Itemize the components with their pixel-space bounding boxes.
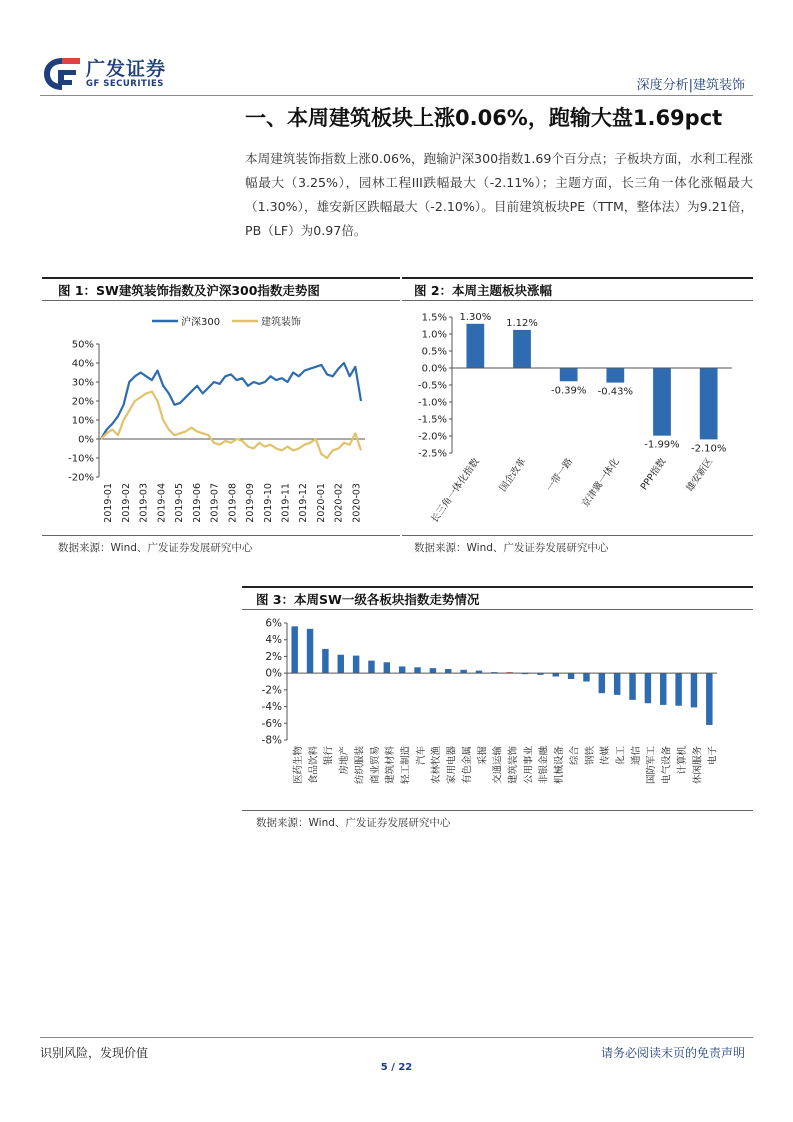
y-tick-label: -20% [68,472,94,484]
bar-商业贸易 [368,661,374,674]
bar-电气设备 [660,673,666,705]
y-tick-label: -4% [261,701,282,714]
legend-label: 沪深300 [181,317,221,328]
y-tick-label: 0.0% [421,363,447,375]
y-tick-label: -10% [68,453,94,465]
bar-雄安新区 [700,368,718,439]
y-tick-label: 40% [71,358,94,370]
bar-农林牧渔 [430,668,436,673]
y-tick-label: -1.0% [417,397,447,409]
x-tick-label: 2019-11 [280,483,292,523]
fig2-title: 图 2：本周主题板块涨幅 [414,283,553,298]
series-line-沪深300 [101,363,361,439]
y-tick-label: 0% [78,434,94,446]
bar-PPP指数 [653,368,671,436]
x-tick-label: 化工 [615,746,627,766]
x-tick-label: 京津冀一体化 [580,456,622,510]
legend-label: 建筑装饰 [261,317,301,328]
summary-paragraph: 本周建筑装饰指数上涨0.06%，跑输沪深300指数1.69个百分点；子板块方面，水利工程涨幅最大（3.25%），园林工程III跌幅最大（-2.11%）；主题方面，长三角一体化涨幅最大（1.30%），雄安新区跌幅最大（-2.10%）。目前建筑板块PE（TTM，整体法）为9.21倍，PB（LF）为0.97倍。 [245,151,753,238]
bar-银行 [322,649,328,673]
fig2-title-rule [402,300,753,301]
x-tick-label: 医药生物 [293,746,305,785]
x-tick-label: 建筑材料 [385,746,397,785]
fig2-source: 数据来源：Wind、广发证券发展研究中心 [414,542,609,554]
bar-钢铁 [583,673,589,681]
bar-纺织服装 [353,656,359,674]
x-tick-label: 2020-01 [315,483,327,523]
section-heading: 一、本周建筑板块上涨0.06%，跑输大盘1.69pct [245,106,723,130]
y-tick-label: -2.0% [417,431,447,443]
report-type: 深度分析|建筑装饰 [636,78,745,93]
y-tick-label: 6% [265,617,282,630]
x-tick-label: 房地产 [339,746,351,775]
footer-disclaimer: 请务必阅读末页的免责声明 [600,1046,745,1060]
company-name-cn: 广发证券 [86,58,167,80]
data-label: -1.99% [644,439,680,451]
data-label: -0.43% [597,386,634,398]
fig1-line-chart [42,302,400,534]
x-tick-label: 农林牧渔 [431,746,443,785]
bar-医药生物 [291,626,297,673]
fig2-top-rule [402,277,753,279]
fig3-title-rule [242,609,753,610]
y-tick-label: 4% [265,634,282,647]
x-tick-label: 有色金属 [461,746,473,785]
bar-电子 [706,673,712,725]
fig1-source: 数据来源：Wind、广发证券发展研究中心 [58,542,253,554]
y-tick-label: 0% [265,667,282,680]
fig1-title: 图 1：SW建筑装饰指数及沪深300指数走势图 [58,283,320,298]
bar-汽车 [414,667,420,673]
bar-化工 [614,673,620,695]
y-tick-label: 30% [71,377,94,389]
x-tick-label: 综合 [569,746,581,766]
fig3-bottom-rule [242,810,753,811]
y-tick-label: 1.0% [421,329,447,341]
x-tick-label: PPP指数 [638,456,669,493]
bar-建筑材料 [384,662,390,673]
x-tick-label: 2019-05 [174,483,186,523]
company-logo [42,54,177,94]
x-tick-label: 国企改革 [497,456,529,494]
data-label: 1.12% [506,317,538,329]
x-tick-label: 采掘 [477,746,489,766]
bar-家用电器 [445,669,451,673]
y-tick-label: 0.5% [421,346,447,358]
fig1-title-rule [42,300,400,301]
x-tick-label: 电子 [707,746,719,766]
fig3-top-rule [242,586,753,588]
bar-有色金属 [460,670,466,673]
x-tick-label: 2019-04 [156,483,168,523]
bar-国企改革 [513,330,531,368]
x-tick-label: 2020-02 [333,483,345,523]
fig3-title: 图 3：本周SW一级各板块指数走势情况 [256,592,480,607]
x-tick-label: 公用事业 [523,746,535,785]
y-tick-label: -8% [261,734,282,747]
x-tick-label: 2019-08 [227,483,239,523]
x-tick-label: 轻工制造 [400,746,412,785]
x-tick-label: 电气设备 [661,746,673,785]
footer-slogan: 识别风险，发现价值 [40,1046,149,1060]
company-name-en: GF SECURITIES [86,79,164,89]
bar-通信 [629,673,635,700]
x-tick-label: 传媒 [600,746,612,766]
fig3-bar-chart [242,611,753,809]
x-tick-label: 汽车 [415,746,427,766]
bar-机械设备 [553,673,559,676]
x-tick-label: 2019-07 [209,483,221,523]
y-tick-label: -0.5% [417,380,447,392]
page-number: 5 / 22 [380,1062,413,1073]
x-tick-label: 雄安新区 [684,456,716,494]
x-tick-label: 纺织服装 [354,746,366,785]
footer-divider [40,1037,753,1038]
x-tick-label: 交通运输 [492,746,504,785]
x-tick-label: 2019-06 [191,483,203,523]
x-tick-label: 计算机 [676,746,688,775]
bar-休闲服务 [691,673,697,707]
y-tick-label: 20% [71,396,94,408]
bar-房地产 [338,655,344,673]
x-tick-label: 钢铁 [584,746,596,766]
y-tick-label: 10% [71,415,94,427]
y-tick-label: 50% [71,339,94,351]
data-label: -0.39% [550,385,587,397]
bar-国防军工 [645,673,651,703]
x-tick-label: 2019-03 [138,483,150,523]
fig1-bottom-rule [42,535,400,536]
x-tick-label: 银行 [323,746,335,766]
x-tick-label: 2019-12 [298,483,310,523]
bar-长三角一体化指数 [466,324,484,368]
bar-食品饮料 [307,629,313,673]
x-tick-label: 食品饮料 [308,746,320,785]
x-tick-label: 2019-09 [245,483,257,523]
x-tick-label: 2019-01 [103,483,115,523]
x-tick-label: 商业贸易 [369,746,381,785]
x-tick-label: 机械设备 [554,746,566,785]
series-line-建筑装饰 [101,392,361,459]
y-tick-label: 2% [265,650,282,663]
x-tick-label: 休闲服务 [692,746,704,785]
bar-计算机 [675,673,681,706]
bar-京津冀一体化 [606,368,624,383]
fig1-top-rule [42,277,400,279]
y-tick-label: -6% [261,717,282,730]
logo-mark-icon [42,56,82,92]
bar-一带一路 [560,368,578,381]
bar-传媒 [599,673,605,693]
x-tick-label: 建筑装饰 [508,746,520,785]
fig2-bar-chart [402,302,753,534]
x-tick-label: 2020-03 [351,483,363,523]
fig2-bottom-rule [402,535,753,536]
x-tick-label: 通信 [630,746,642,766]
data-label: 1.30% [459,311,492,323]
x-tick-label: 非银金融 [538,746,550,785]
x-tick-label: 长三角一体化指数 [429,456,482,525]
y-tick-label: -1.5% [417,414,447,426]
x-tick-label: 2019-10 [262,483,274,523]
x-tick-label: 一带一路 [544,456,576,494]
x-tick-label: 2019-02 [120,483,132,523]
y-tick-label: 1.5% [421,312,447,324]
y-tick-label: -2.5% [417,448,447,460]
fig3-source: 数据来源：Wind、广发证券发展研究中心 [256,817,451,829]
data-label: -2.10% [690,443,727,455]
bar-轻工制造 [399,666,405,673]
x-tick-label: 家用电器 [446,746,458,785]
x-tick-label: 国防军工 [646,746,658,785]
bar-综合 [568,673,574,679]
header-divider [40,95,753,96]
y-tick-label: -2% [261,684,282,697]
